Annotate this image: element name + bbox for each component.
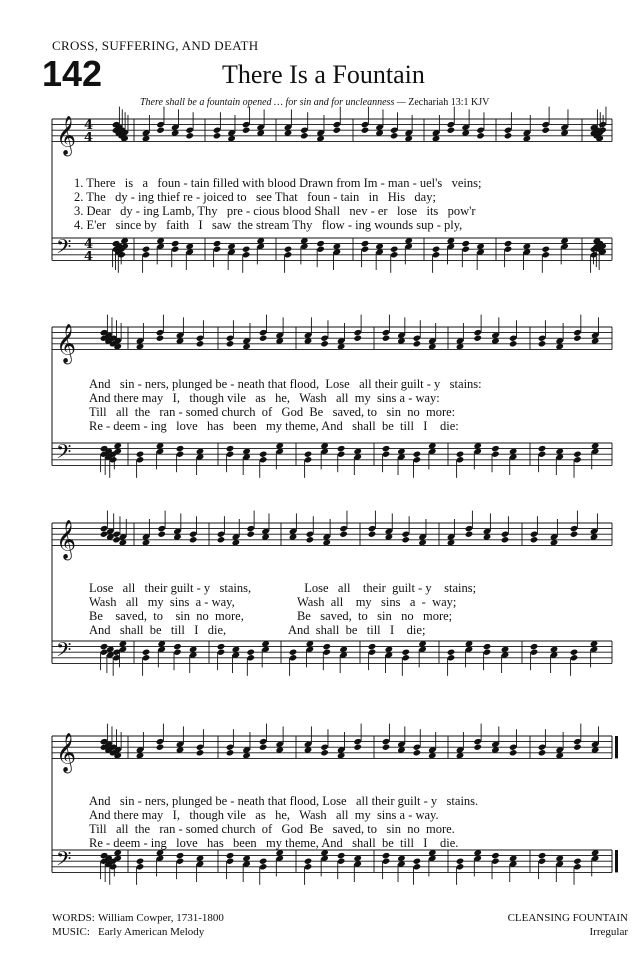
words-credit: William Cowper, 1731-1800 bbox=[98, 912, 224, 924]
lyric-line: 2. The dy - ing thief re - joiced to see That foun - tain in His day; bbox=[74, 190, 436, 204]
note-head bbox=[142, 649, 151, 656]
final-barline bbox=[615, 850, 618, 872]
note-head bbox=[259, 451, 268, 458]
note-head bbox=[196, 749, 205, 756]
note-head bbox=[185, 132, 194, 139]
note-head bbox=[217, 643, 226, 650]
lyric-line: And there may I, though vile as he, Wash all my sins a - way: bbox=[89, 391, 440, 405]
note-head bbox=[491, 445, 500, 452]
note-head bbox=[413, 340, 422, 347]
note-head bbox=[541, 246, 550, 253]
note-head bbox=[382, 445, 391, 452]
note-head bbox=[226, 340, 235, 347]
note-head bbox=[491, 852, 500, 859]
lyric-line: Be saved, to sin no more, Be saved, to sin no more; bbox=[89, 609, 453, 623]
note-head bbox=[213, 132, 222, 139]
hymn-number: 142 bbox=[42, 53, 103, 94]
lyric-line: Till all the ran - somed church of God Be saved, to sin no more. bbox=[89, 822, 455, 836]
note-head bbox=[504, 240, 513, 247]
note-head bbox=[456, 858, 465, 865]
note-head bbox=[413, 858, 422, 865]
note-head bbox=[304, 451, 313, 458]
note-head bbox=[339, 531, 348, 538]
note-head bbox=[570, 649, 579, 656]
note-head bbox=[333, 127, 342, 134]
lyric-line: 1. There is a foun - tain filled with blood Drawn from Im - man - uel's veins; bbox=[74, 176, 482, 190]
lyric-line: 3. Dear dy - ing Lamb, Thy pre - cious blood Shall nev - er lose its pow'r bbox=[74, 204, 476, 218]
note-head bbox=[213, 240, 222, 247]
note-head bbox=[300, 132, 309, 139]
note-head bbox=[136, 858, 145, 865]
treble-clef: 𝄞 bbox=[56, 323, 77, 364]
tune-info bbox=[508, 911, 628, 939]
hymn-title: There Is a Fountain bbox=[222, 60, 425, 89]
treble-clef: 𝄞 bbox=[56, 732, 77, 773]
meter: Irregular bbox=[589, 926, 628, 938]
music-credit: Early American Melody bbox=[98, 926, 205, 938]
time-signature-top: 4 bbox=[84, 237, 94, 253]
note-head bbox=[573, 744, 582, 751]
section-heading: CROSS, SUFFERING, AND DEATH bbox=[52, 38, 259, 53]
music-label: MUSIC: bbox=[52, 926, 90, 938]
note-head bbox=[176, 852, 185, 859]
bass-clef: 𝄢 bbox=[56, 234, 72, 263]
note-head bbox=[573, 451, 582, 458]
note-head bbox=[156, 335, 165, 342]
note-head bbox=[171, 240, 180, 247]
note-head bbox=[320, 340, 329, 347]
note-head bbox=[337, 445, 346, 452]
note-head bbox=[432, 246, 441, 253]
note-head bbox=[401, 536, 410, 543]
note-head bbox=[447, 127, 456, 134]
note-head bbox=[226, 445, 235, 452]
note-head bbox=[246, 649, 255, 656]
note-head bbox=[322, 643, 331, 650]
note-head bbox=[368, 531, 377, 538]
note-head bbox=[538, 852, 547, 859]
note-head bbox=[284, 246, 293, 253]
note-head bbox=[473, 744, 482, 751]
note-head bbox=[316, 240, 325, 247]
note-head bbox=[289, 649, 298, 656]
lyric-line: And there may I, though vile as he, Wash all my sins a - way. bbox=[89, 808, 439, 822]
note-head bbox=[242, 127, 251, 134]
epigraph-text: There shall be a fountain opened … for sin and for uncleanness — bbox=[140, 97, 406, 108]
note-head bbox=[136, 451, 145, 458]
note-head bbox=[573, 335, 582, 342]
note-head bbox=[320, 749, 329, 756]
time-signature-bottom: 4 bbox=[84, 130, 94, 146]
note-head bbox=[196, 340, 205, 347]
note-head bbox=[390, 246, 399, 253]
note-head bbox=[509, 340, 518, 347]
bass-clef: 𝄢 bbox=[56, 846, 72, 875]
tune-name: CLEANSING FOUNTAIN bbox=[507, 912, 628, 924]
note-head bbox=[337, 852, 346, 859]
note-head bbox=[573, 858, 582, 865]
note-head bbox=[242, 246, 251, 253]
note-head bbox=[353, 335, 362, 342]
lyric-line: 4. E'er since by faith I saw the stream Thy flow - ing wounds sup - ply, bbox=[74, 218, 463, 232]
note-head bbox=[382, 744, 391, 751]
final-barline bbox=[615, 736, 618, 758]
note-head bbox=[501, 536, 510, 543]
lyric-line: And sin - ners, plunged be - neath that flood, Lose all their guilt - y stains. bbox=[89, 794, 479, 808]
note-head bbox=[390, 132, 399, 139]
note-head bbox=[361, 240, 370, 247]
note-head bbox=[465, 531, 474, 538]
note-head bbox=[401, 649, 410, 656]
lyric-line: Till all the ran - somed church of God Be saved, to sin no more: bbox=[89, 405, 456, 419]
note-head bbox=[304, 858, 313, 865]
treble-clef: 𝄞 bbox=[56, 519, 77, 560]
note-head bbox=[538, 340, 547, 347]
note-head bbox=[173, 643, 182, 650]
note-head bbox=[156, 127, 165, 134]
note-head bbox=[413, 451, 422, 458]
note-head bbox=[246, 531, 255, 538]
epigraph-reference: Zechariah 13:1 KJV bbox=[408, 97, 490, 108]
lyric-line: And sin - ners, plunged be - neath that flood, Lose all their guilt - y stains: bbox=[89, 377, 482, 391]
note-head bbox=[541, 127, 550, 134]
note-head bbox=[476, 132, 485, 139]
note-head bbox=[226, 749, 235, 756]
note-head bbox=[382, 852, 391, 859]
lyric-line: And shall be till I die, And shall be till I die; bbox=[89, 623, 426, 637]
note-head bbox=[530, 643, 539, 650]
note-head bbox=[226, 852, 235, 859]
note-head bbox=[504, 132, 513, 139]
note-head bbox=[473, 335, 482, 342]
lyric-line: Wash all my sins a - way, Wash all my sins a - way; bbox=[89, 595, 457, 609]
note-head bbox=[142, 246, 151, 253]
lyric-line: Re - deem - ing love has been my theme, And shall be till I die: bbox=[89, 419, 459, 433]
lyric-line: Lose all their guilt - y stains, Lose all their guilt - y stains; bbox=[89, 581, 477, 595]
bass-clef: 𝄢 bbox=[56, 439, 72, 468]
time-signature-bottom: 4 bbox=[84, 249, 94, 265]
note-head bbox=[447, 649, 456, 656]
note-head bbox=[353, 744, 362, 751]
note-head bbox=[570, 531, 579, 538]
note-head bbox=[217, 536, 226, 543]
note-head bbox=[530, 536, 539, 543]
note-head bbox=[259, 858, 268, 865]
note-head bbox=[259, 335, 268, 342]
lyric-line: Re - deem - ing love has been my theme, And shall be till I die. bbox=[89, 836, 459, 850]
treble-clef: 𝄞 bbox=[56, 115, 77, 156]
note-head bbox=[538, 445, 547, 452]
note-head bbox=[483, 643, 492, 650]
time-signature-top: 4 bbox=[84, 118, 94, 134]
note-head bbox=[189, 536, 198, 543]
note-head bbox=[538, 749, 547, 756]
note-head bbox=[368, 643, 377, 650]
note-head bbox=[456, 451, 465, 458]
words-label: WORDS: bbox=[52, 912, 95, 924]
note-head bbox=[259, 744, 268, 751]
note-head bbox=[461, 240, 470, 247]
note-head bbox=[176, 445, 185, 452]
note-head bbox=[382, 335, 391, 342]
note-head bbox=[361, 127, 370, 134]
note-head bbox=[306, 536, 315, 543]
credits bbox=[52, 911, 224, 939]
note-head bbox=[413, 749, 422, 756]
note-head bbox=[157, 531, 166, 538]
bass-clef: 𝄢 bbox=[56, 637, 72, 666]
note-head bbox=[156, 744, 165, 751]
note-head bbox=[509, 749, 518, 756]
